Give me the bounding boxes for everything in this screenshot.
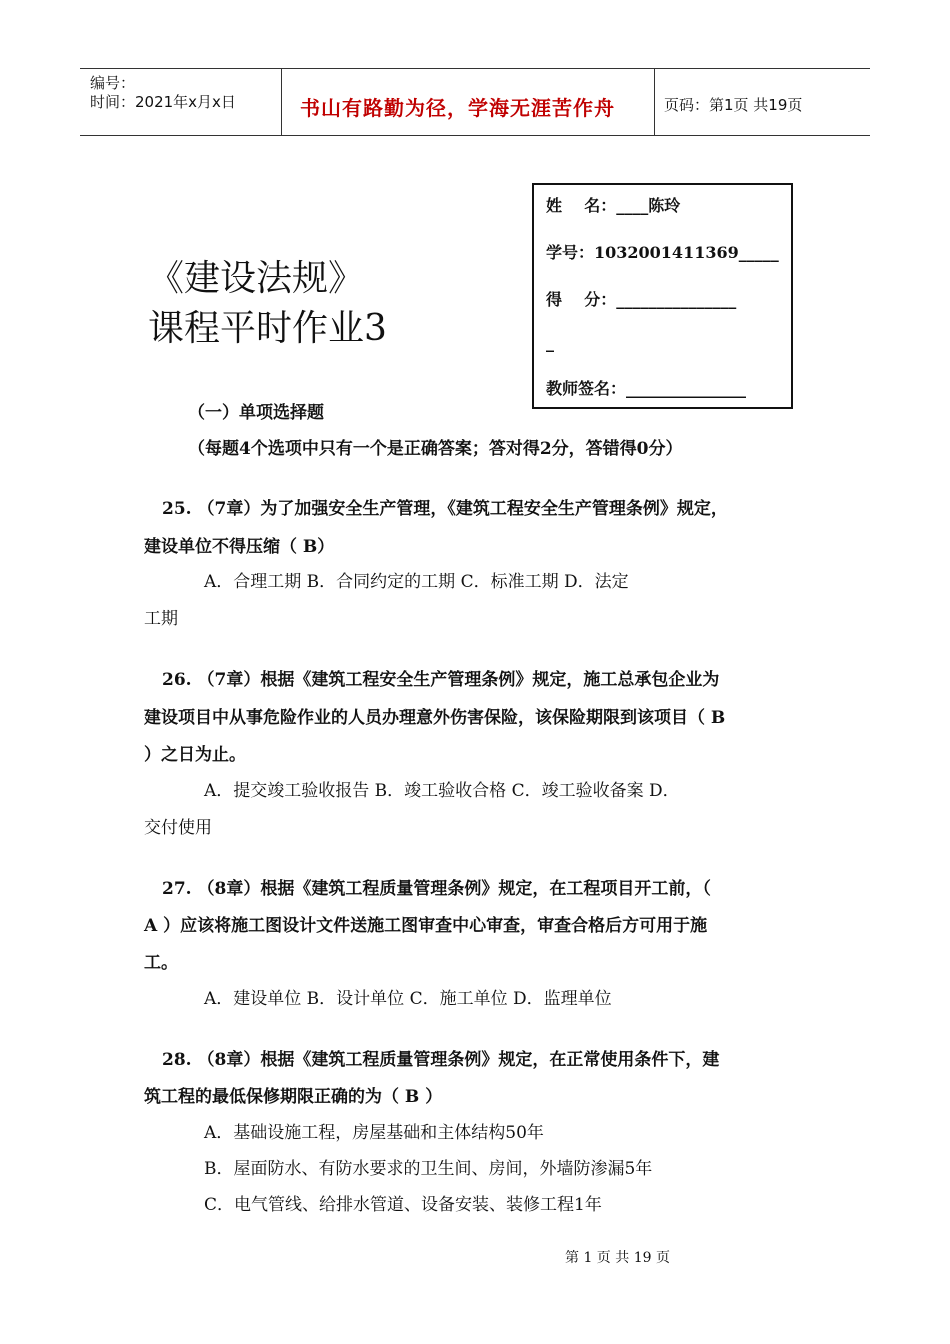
question-25-line2: 建设单位不得压缩（ B） <box>144 537 335 557</box>
date-label: 时间：2021年x月x日 <box>90 93 236 111</box>
question-28-line1: 28. （8章）根据《建筑工程质量管理条例》规定，在正常使用条件下，建 <box>162 1050 720 1070</box>
doc-title-line2: 课程平时作业3 <box>148 308 387 349</box>
header-divider <box>281 68 282 136</box>
question-28-option-b: B．屋面防水、有防水要求的卫生间、房间，外墙防渗漏5年 <box>204 1159 653 1179</box>
question-25-options: A．合理工期 B．合同约定的工期 C．标准工期 D．法定 <box>204 572 629 592</box>
question-27-line3: 工。 <box>144 953 178 973</box>
question-26-line1: 26. （7章）根据《建筑工程安全生产管理条例》规定，施工总承包企业为 <box>162 670 720 690</box>
motto: 书山有路勤为径，学海无涯苦作舟 <box>300 96 615 120</box>
question-28-option-a: A．基础设施工程，房屋基础和主体结构50年 <box>204 1123 544 1143</box>
doc-title-line1: 《建设法规》 <box>148 258 365 299</box>
question-25-line1: 25. （7章）为了加强安全生产管理，《建筑工程安全生产管理条例》规定， <box>162 499 728 519</box>
page-footer: 第 1 页 共 19 页 <box>565 1250 670 1266</box>
question-26-line3: ）之日为止。 <box>144 745 246 765</box>
question-27-line1: 27. （8章）根据《建筑工程质量管理条例》规定，在工程项目开工前，（ <box>162 879 711 899</box>
section-note: （每题4个选项中只有一个是正确答案；答对得2分，答错得0分） <box>188 439 683 459</box>
header-top-rule <box>80 68 870 69</box>
teacher-signature: 教师签名：_______________ <box>546 379 747 398</box>
question-26-options-cont: 交付使用 <box>144 818 212 838</box>
section-heading: （一）单项选择题 <box>188 403 324 423</box>
question-27-line2: A ）应该将施工图设计文件送施工图审查中心审查，审查合格后方可用于施 <box>144 916 708 936</box>
page-info: 页码：第1页 共19页 <box>664 96 803 114</box>
number-label: 编号： <box>90 74 136 92</box>
question-28-line2: 筑工程的最低保修期限正确的为（ B ） <box>144 1087 443 1107</box>
score-line: 得 分：_______________ <box>546 290 737 309</box>
student-name: 姓 名：____陈玲 <box>546 196 681 215</box>
question-25-options-cont: 工期 <box>144 609 178 629</box>
score-line-cont: _ <box>546 333 554 352</box>
question-28-option-c: C．电气管线、给排水管道、设备安装、装修工程1年 <box>204 1195 602 1215</box>
question-26-line2: 建设项目中从事危险作业的人员办理意外伤害保险，该保险期限到该项目（ B <box>144 708 726 728</box>
header-divider <box>654 68 655 136</box>
question-27-options: A．建设单位 B．设计单位 C．施工单位 D．监理单位 <box>204 989 612 1009</box>
student-id: 学号：1032001411369_____ <box>546 243 779 262</box>
header-bottom-rule <box>80 135 870 136</box>
question-26-options: A．提交竣工验收报告 B．竣工验收合格 C．竣工验收备案 D． <box>204 781 680 801</box>
